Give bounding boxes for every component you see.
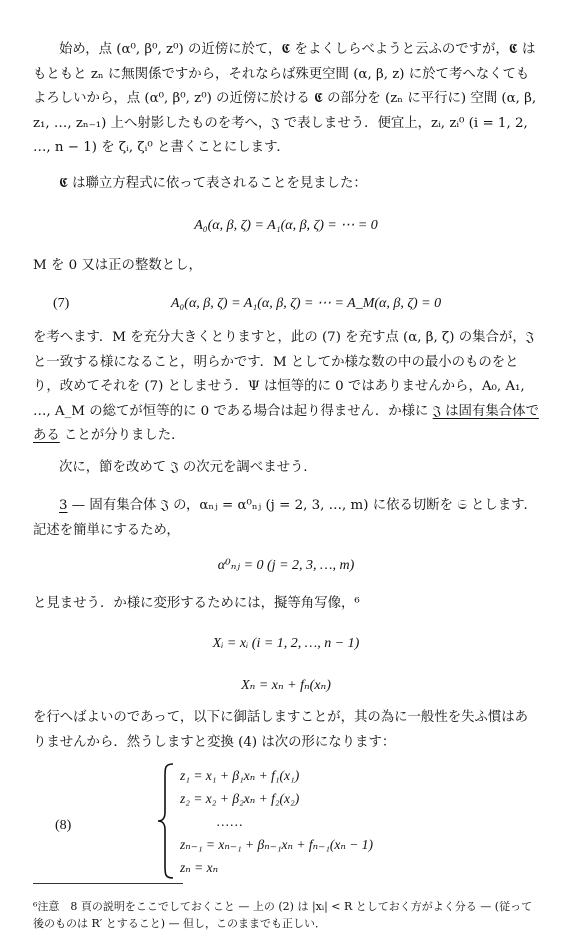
paragraph-6-text: — 固有集合体 𝔍 の，αₙⱼ = α⁰ₙⱼ (j = 2, 3, …, m) に依る切断を 𝔖 とします．記述を簡単にするため， — [33, 498, 537, 538]
system-line-ellipsis: …… — [216, 814, 243, 829]
equation-Xn: Xₙ = xₙ + fₙ(xₙ) — [241, 678, 331, 693]
system-line-n-minus-1: zₙ₋₁ = xₙ₋₁ + βₙ₋₁xₙ + fₙ₋₁(xₙ − 1) — [180, 837, 373, 852]
equation-7: A₀(α, β, ζ) = A₁(α, β, ζ) = ⋯ = A_M(α, β, ζ) = 0 — [170, 296, 442, 311]
underlined-statement: 𝔍 は固有集合体である — [33, 403, 539, 443]
paragraph-2: 𝕮 は聯立方程式に依って表されることを見ました： — [59, 176, 367, 191]
system-line-2: z₂ = x₂ + β₂xₙ + f₂(x₂) — [180, 791, 300, 806]
paragraph-8: を行へばよいのであって，以下に御話しますことが，其の為に一般性を失ふ慣はありませんから．然うしますと変換 (4) は次の形になります： — [33, 710, 529, 750]
footnote: ⁶注意 8 頁の説明をここでしておくこと — 上の (2) は |xᵢ| < R としておく方がよく分る — (従って後のものは R′ とすること) — 但し，このままでも正しい． — [33, 900, 533, 930]
equation-alpha: α⁰ₙⱼ = 0 (j = 2, 3, …, m) — [217, 558, 355, 573]
equation-1: A₀(α, β, ζ) = A₁(α, β, ζ) = ⋯ = 0 — [194, 218, 378, 233]
left-brace-icon — [155, 762, 177, 880]
paragraph-7: と見ませう．か様に変形するためには，擬等角写像，⁶ — [33, 596, 360, 611]
footnote-rule — [33, 883, 183, 884]
equation-7-label: (7) — [53, 296, 70, 311]
equation-8-label: (8) — [55, 818, 72, 833]
section-number: 3 — [59, 498, 68, 513]
paragraph-4 — [33, 326, 539, 449]
paragraph-3: M を 0 又は正の整数とし， — [33, 258, 202, 273]
paragraph-4-tail: ことが分りました． — [59, 428, 185, 443]
system-line-1: z₁ = x₁ + β₁xₙ + f₁(x₁) — [180, 768, 300, 783]
paragraph-6 — [33, 494, 539, 543]
paragraph-4-text: を考へます．M を充分大きくとりますと，此の (7) を充す点 (α, β, ζ) の集合が，𝔍 と一致する様になること，明らかです．M としてか様な数の中の最小のものをとり，改めてそれを (7) としませう．Ψ は恒等的に 0 ではありませんから，A₀, A₁, …, A_M の総てが恒等的に 0 である場合は起り得ません．か様に — [33, 330, 534, 419]
equation-Xi: Xᵢ = xᵢ (i = 1, 2, …, n − 1) — [212, 636, 360, 651]
system-line-n: zₙ = xₙ — [180, 860, 219, 875]
paragraph-5: 次に，節を改めて 𝔍 の次元を調べませう． — [59, 460, 317, 475]
paragraph-1: 始め，点 (α⁰, β⁰, z⁰) の近傍に於て，𝕮 をよくしらべようと云ふのですが，𝕮 はもともと zₙ に無関係ですから，それならば殊更空間 (α, β, z) に於て考へなくてもよろしいから，点 (α⁰, β⁰, z⁰) の近傍に於ける 𝕮 の部分を (zₙ に平行に) 空間 (α, β, z₁, …, zₙ₋₁) 上へ射影したものを考へ，𝔍 で表しませう．便宜上，zᵢ, zᵢ⁰ (i = 1, 2, …, n − 1) を ζᵢ, ζᵢ⁰ と書くことにします． — [33, 42, 537, 155]
